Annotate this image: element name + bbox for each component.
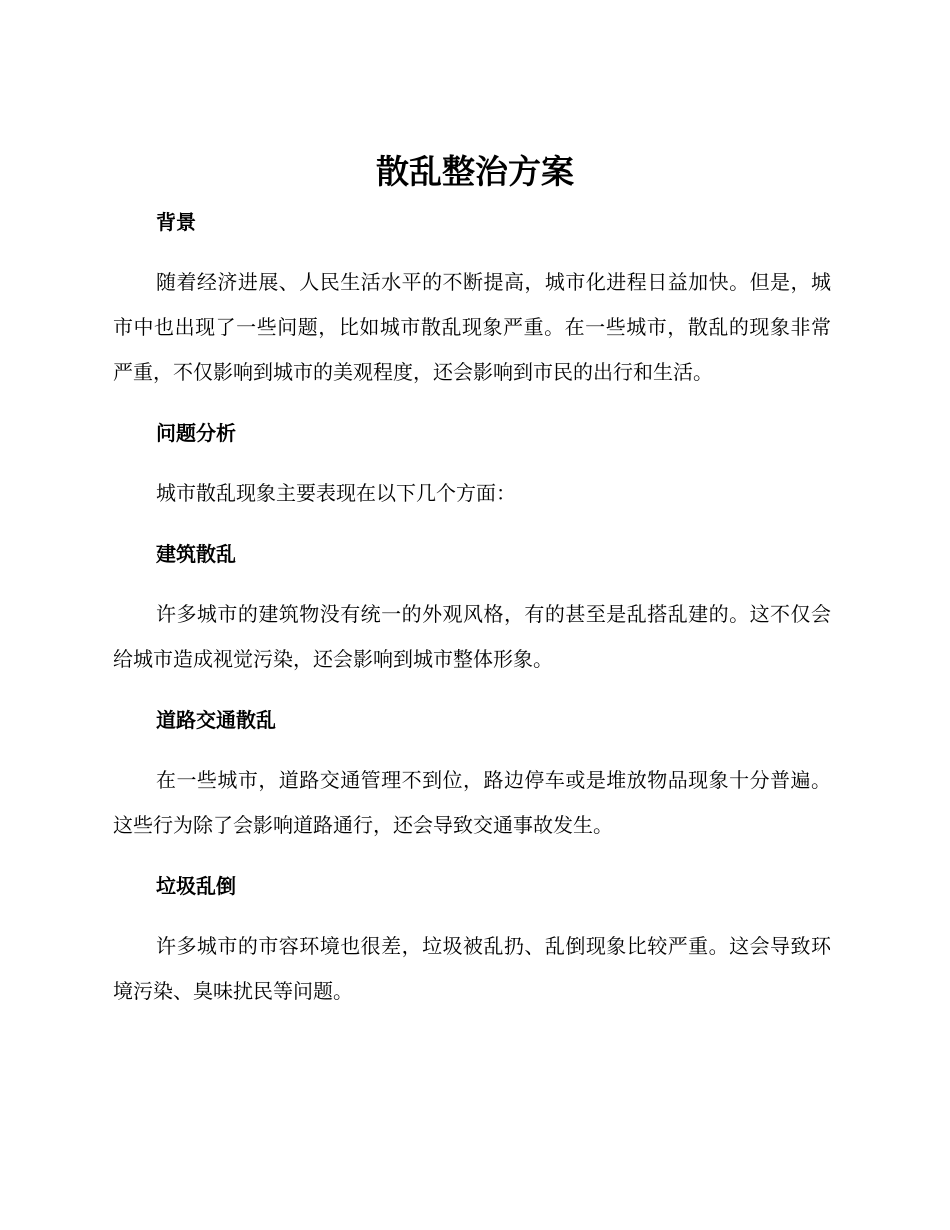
section-heading-traffic-disorder: 道路交通散乱 (156, 708, 276, 732)
paragraph-traffic-disorder: 在一些城市，道路交通管理不到位，路边停车或是堆放物品现象十分普遍。这些行为除了会影响道路通行，还会导致交通事故发生。 (113, 768, 831, 837)
section-heading-problem-analysis: 问题分析 (156, 421, 236, 445)
section-heading-garbage-dumping: 垃圾乱倒 (156, 874, 236, 898)
section-heading-building-disorder: 建筑散乱 (156, 542, 236, 566)
paragraph-garbage-dumping: 许多城市的市容环境也很差，垃圾被乱扔、乱倒现象比较严重。这会导致环境污染、臭味扰民等问题。 (113, 934, 831, 1003)
document-title: 散乱整治方案 (376, 152, 574, 191)
paragraph-building-disorder: 许多城市的建筑物没有统一的外观风格，有的甚至是乱搭乱建的。这不仅会给城市造成视觉污染，还会影响到城市整体形象。 (113, 602, 831, 671)
section-heading-background: 背景 (156, 210, 196, 234)
document-body (113, 204, 831, 1014)
paragraph-problem-analysis: 城市散乱现象主要表现在以下几个方面： (156, 481, 516, 505)
paragraph-background: 随着经济进展、人民生活水平的不断提高，城市化进程日益加快。但是，城市中也出现了一些问题，比如城市散乱现象严重。在一些城市，散乱的现象非常严重，不仅影响到城市的美观程度，还会影响到市民的出行和生活。 (113, 270, 831, 384)
